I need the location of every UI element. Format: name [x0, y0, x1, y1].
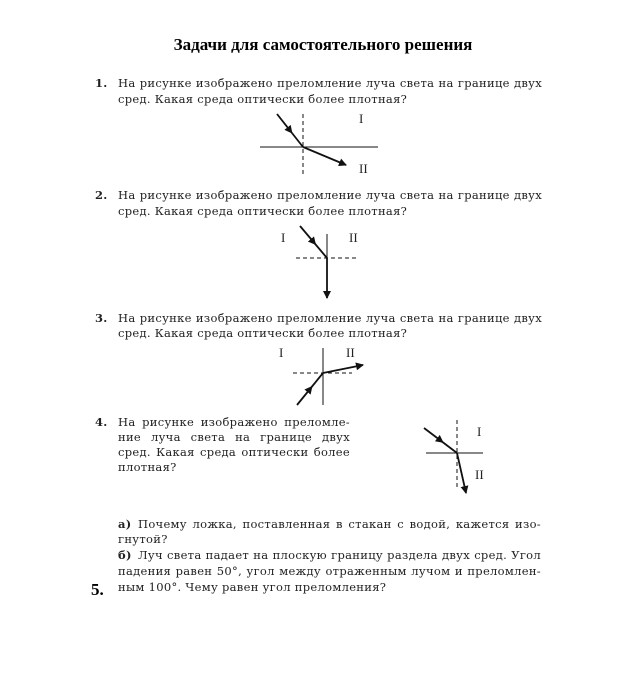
problem-3-number: 3. [95, 311, 108, 325]
diagram-4 [424, 420, 483, 493]
diagram-2-medium-1-label: I [281, 230, 286, 245]
problem-4-line-4: плотная? [118, 460, 177, 474]
diagram-2-medium-2-label: II [349, 230, 358, 245]
problem-5b-line-3: ным 100°. Чему равен угол преломления? [118, 580, 387, 594]
problem-5-number: 5. [91, 580, 104, 599]
problem-1-line-2: сред. Какая среда оптически более плотная? [118, 92, 408, 106]
problem-5a-line-1: Почему ложка, поставленная в стакан с водой, кажется изо- [138, 517, 541, 531]
problem-2-line-2: сред. Какая среда оптически более плотная? [118, 204, 408, 218]
problem-4-line-2: ние луча света на границе двух [118, 430, 350, 444]
problem-1-number: 1. [95, 76, 108, 90]
problem-4-line-1: На рисунке изображено преломле- [118, 415, 350, 429]
problem-5b-line-2: падения равен 50°, угол между отраженным лучом и преломлен- [118, 564, 541, 578]
problem-1-line-1: На рисунке изображено преломление луча света на границе двух [118, 76, 542, 90]
problem-5b-line-1: Луч света падает на плоскую границу раздела двух сред. Угол [138, 548, 541, 562]
diagram-4-medium-2-label: II [475, 467, 484, 482]
diagram-2 [296, 226, 356, 298]
diagram-1-medium-1-label: I [359, 111, 364, 126]
problem-2-line-1: На рисунке изображено преломление луча света на границе двух [118, 188, 542, 202]
problem-3-line-1: На рисунке изображено преломление луча света на границе двух [118, 311, 542, 325]
problem-2-number: 2. [95, 188, 108, 202]
problem-5b-label: б) [118, 548, 132, 562]
problem-4-line-3: сред. Какая среда оптически более [118, 445, 350, 459]
diagram-1-medium-2-label: II [359, 161, 368, 176]
problem-4-number: 4. [95, 415, 108, 429]
problem-5a-label: а) [118, 517, 132, 531]
problem-3-line-2: сред. Какая среда оптически более плотная? [118, 326, 408, 340]
diagram-4-medium-1-label: I [477, 424, 482, 439]
diagram-3-medium-1-label: I [279, 345, 284, 360]
diagram-3-medium-2-label: II [346, 345, 355, 360]
problem-5a-line-2: гнутой? [118, 532, 168, 546]
page-title: Задачи для самостоятельного решения [173, 35, 473, 54]
